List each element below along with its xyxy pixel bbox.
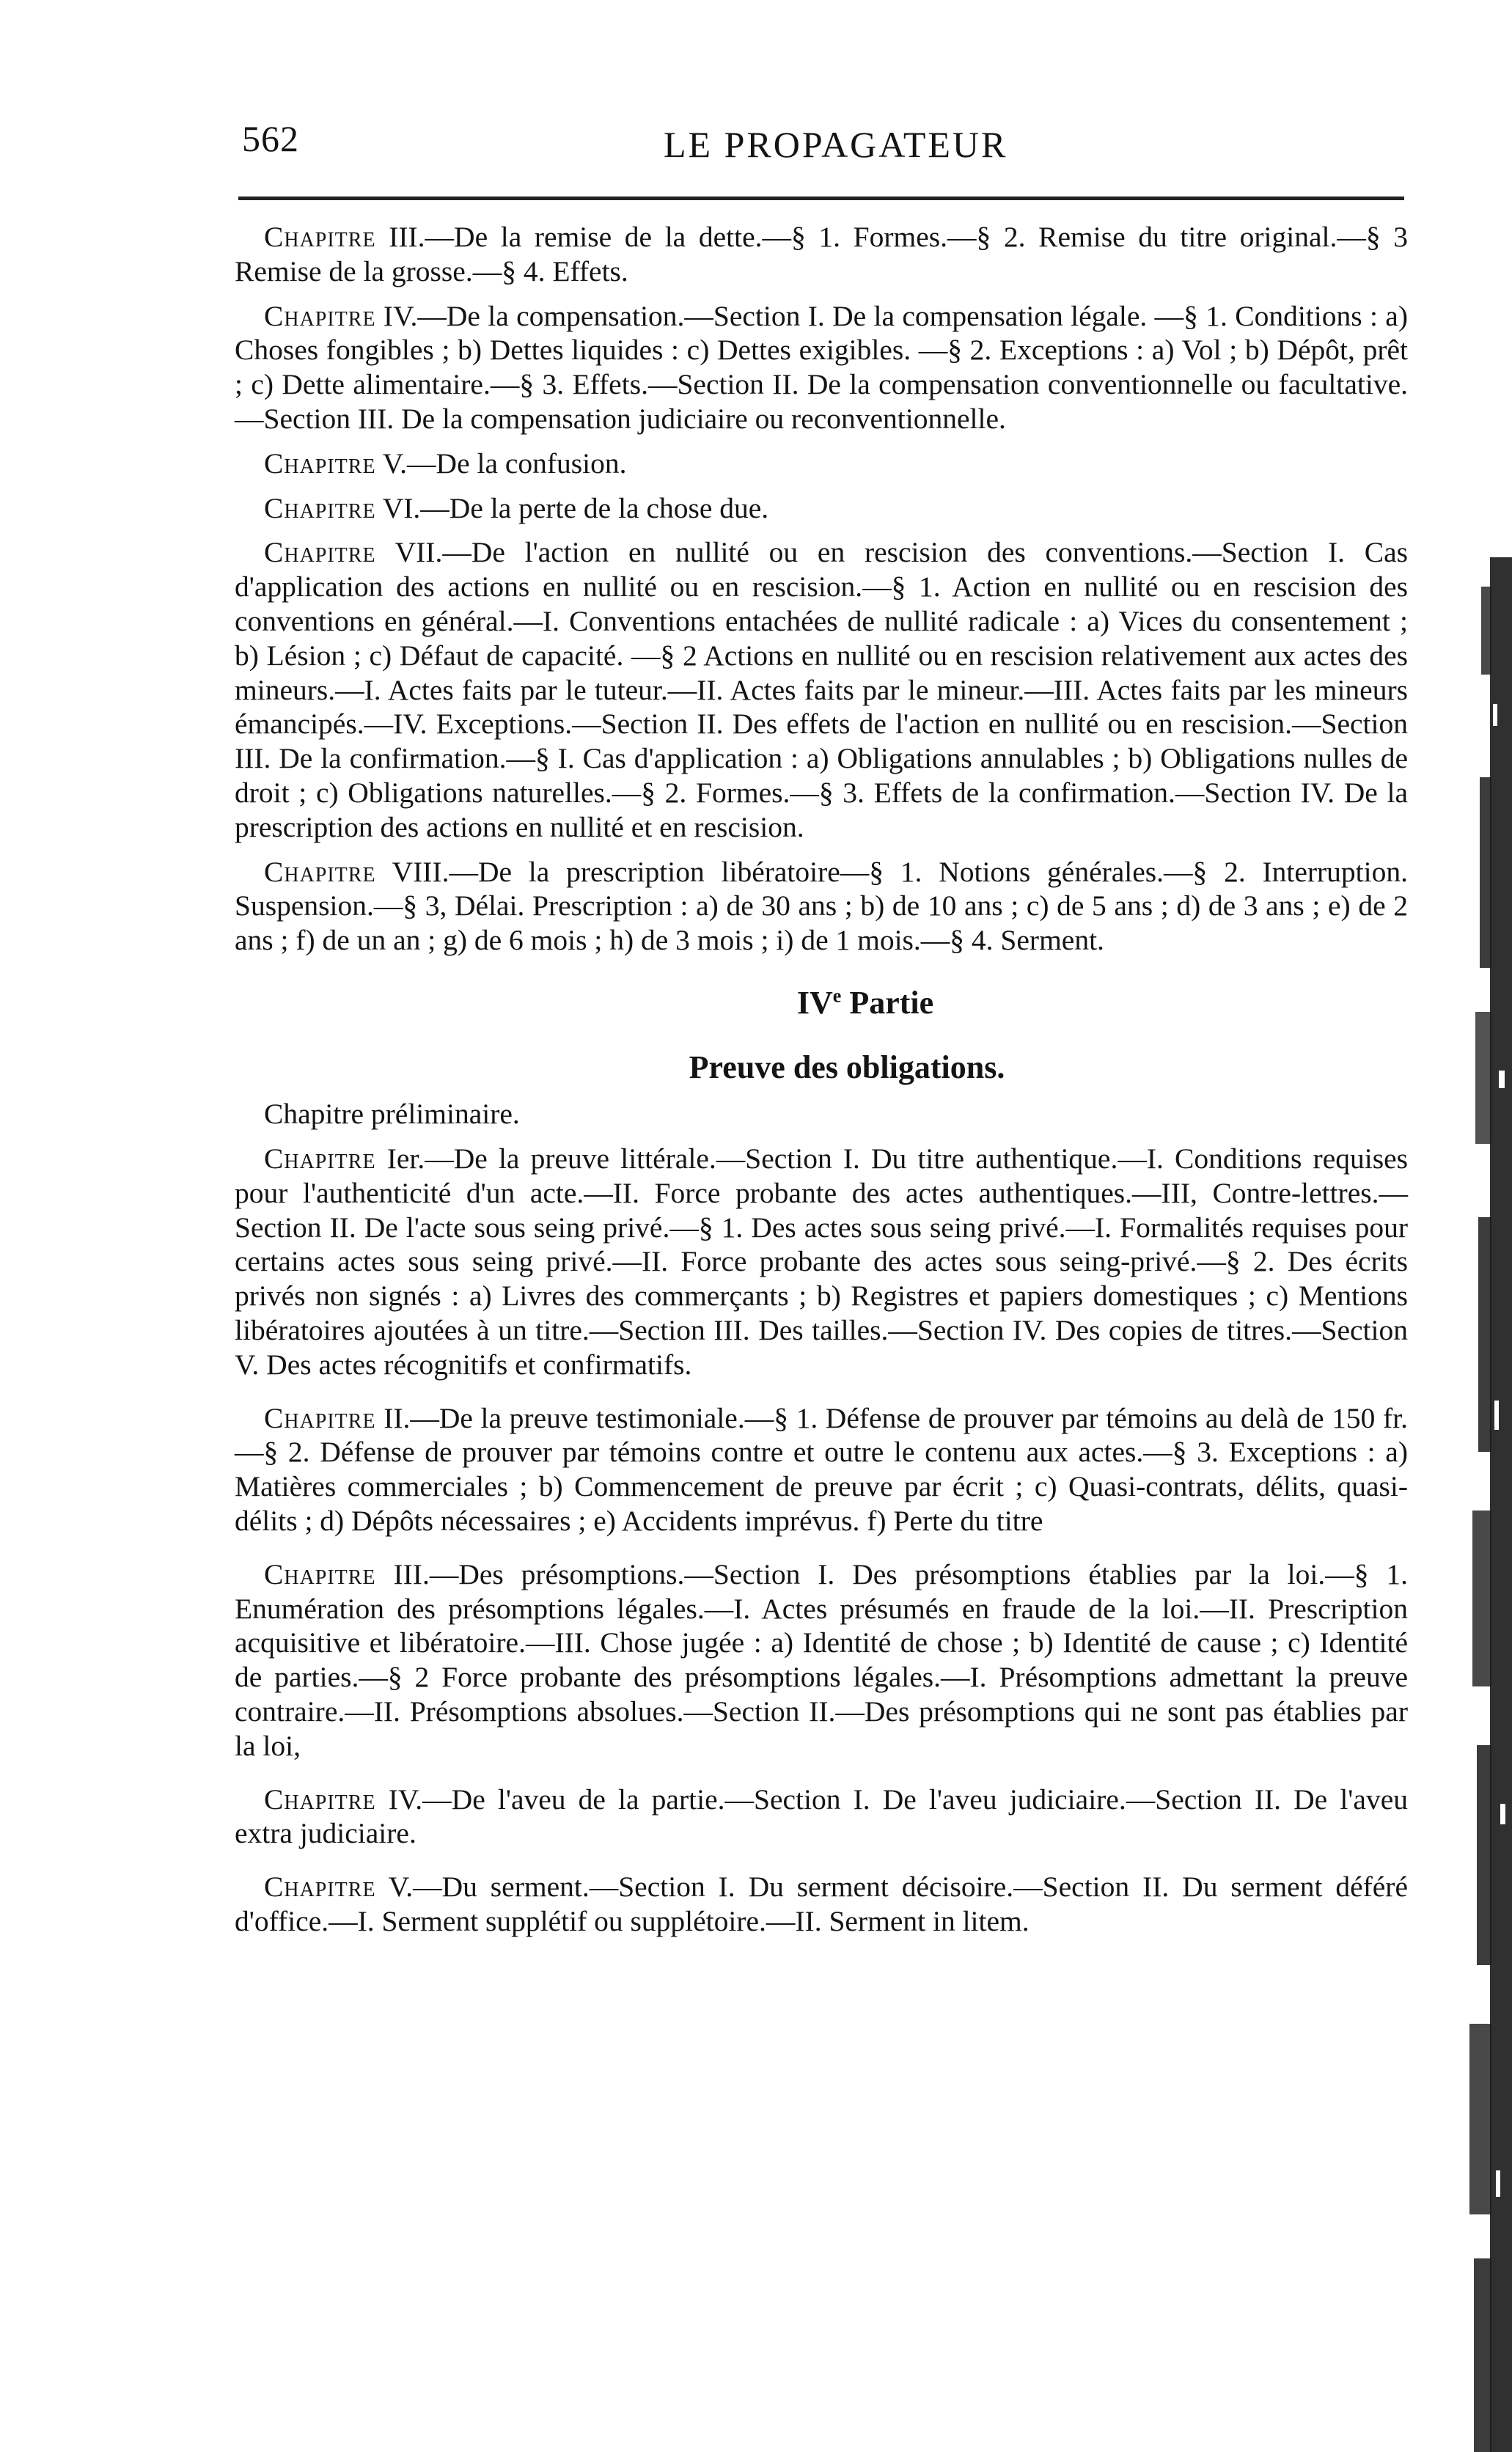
page-body (235, 220, 1408, 1939)
chapter-text: II.—De la preuve testimoniale.—§ 1. Défense de prouver par témoins au delà de 150 fr.—§ 2. Défense de prouver par témoins contre et outre le contenu aux actes.—§ 3. Exceptions : a) Matières commerciales ; b) Commencement de preuve par écrit ; c) Quasi-contrats, délits, quasi-délits ; d) Dépôts nécessaires ; e) Accidents imprévus. f) Perte du titre (235, 1401, 1408, 1537)
chapter-text: VI.—De la perte de la chose due. (375, 491, 769, 524)
chapter-label: Chapitre (264, 1871, 376, 1904)
page-number: 562 (242, 118, 299, 159)
part-subtitle: Preuve des obligations. (689, 1049, 1005, 1086)
chapter-label: Chapitre (264, 855, 376, 888)
chapter-text: IV.—De l'aveu de la partie.—Section I. De l'aveu judiciaire.—Section II. De l'aveu extra judiciaire. (235, 1783, 1408, 1850)
part-numeral: IV (796, 984, 833, 1021)
chapter-entry (235, 1097, 1408, 1131)
chapter-entry (235, 220, 1408, 289)
running-title: LE PROPAGATEUR (664, 124, 1008, 165)
chapter-label: Chapitre (264, 221, 376, 253)
chapter-label: Chapitre (264, 1557, 376, 1590)
header-rule (238, 197, 1404, 200)
chapter-text: V.—De la confusion. (375, 447, 627, 480)
chapter-entry (235, 1401, 1408, 1538)
chapter-label: Chapitre (264, 1401, 376, 1434)
chapter-text: VII.—De l'action en nullité ou en rescision des conventions.—Section I. Cas d'application des actions en nullité ou en rescision.—§ 1. Action en nullité ou en rescision des conventions en général.—I. Conventions entachées de nullité radicale : a) Vices du consentement ; b) Lésion ; c) Défaut de capacité. —§ 2 Actions en nullité ou en rescision relativement aux actes des mineurs.—I. Actes faits par le tuteur.—II. Actes faits par le mineur.—III. Actes faits par les mineurs émancipés.—IV. Exceptions.—Section II. Des effets de l'action en nullité ou en rescision.—Section III. De la confirmation.—§ I. Cas d'application : a) Obligations annulables ; b) Obligations nulles de droit ; c) Obligations naturelles.—§ 2. Formes.—§ 3. Effets de la confirmation.—Section IV. De la prescription des actions en nullité et en rescision. (235, 536, 1408, 843)
chapter-text: V.—Du serment.—Section I. Du serment décisoire.—Section II. Du serment déféré d'office.—I. Serment supplétif ou supplétoire.—II. Serment in litem. (235, 1871, 1408, 1937)
part-numeral-suffix: e (832, 985, 842, 1007)
chapter-entry (235, 1783, 1408, 1851)
part-word: Partie (841, 984, 934, 1021)
chapter-entry (235, 535, 1408, 844)
part-title (235, 984, 1408, 1022)
chapter-label: Chapitre (264, 491, 376, 524)
chapter-entry (235, 447, 1408, 481)
chapter-label: Chapitre (264, 1142, 376, 1175)
chapter-text: III.—De la remise de la dette.—§ 1. Formes.—§ 2. Remise du titre original.—§ 3 Remise de la grosse.—§ 4. Effets. (235, 221, 1408, 287)
chapter-entry (235, 1142, 1408, 1382)
chapter-entry (235, 855, 1408, 958)
chapter-label: Chapitre (264, 299, 376, 332)
chapter-entry (235, 491, 1408, 526)
chapter-text: III.—Des présomptions.—Section I. Des présomptions établies par la loi.—§ 1. Enumération des présomptions légales.—I. Actes présumés en fraude de la loi.—II. Prescription acquisitive et libératoire.—III. Chose jugée : a) Identité de chose ; b) Identité de cause ; c) Identité de parties.—§ 2 Force probante des présomptions légales.—I. Présomptions admettant la preuve contraire.—II. Présomptions absolues.—Section II.—Des présomptions qui ne sont pas établies par la loi, (235, 1557, 1408, 1762)
chapter-text: Ier.—De la preuve littérale.—Section I. Du titre authentique.—I. Conditions requises pour l'authenticité d'un acte.—II. Force probante des actes authentiques.—III, Contre-lettres.—Section II. De l'acte sous seing privé.—§ 1. Des actes sous seing privé.—I. Formalités requises pour certains actes sous seing privé.—II. Force probante des actes sous seing-privé.—§ 2. Des écrits privés non signés : a) Livres des commerçants ; b) Registres et papiers domestiques ; c) Mentions libératoires ajoutées à un titre.—Section III. Des tailles.—Section IV. Des copies de titres.—Section V. Des actes récognitifs et confirmatifs. (235, 1142, 1408, 1381)
chapter-entry (235, 1870, 1408, 1939)
chapter-entry (235, 299, 1408, 436)
chapter-text: IV.—De la compensation.—Section I. De la compensation légale. —§ 1. Conditions : a) Choses fongibles ; b) Dettes liquides : c) Dettes exigibles. —§ 2. Exceptions : a) Vol ; b) Dépôt, prêt ; c) Dette alimentaire.—§ 3. Effets.—Section II. De la compensation conventionnelle ou facultative.—Section III. De la compensation judiciaire ou reconventionnelle. (235, 299, 1408, 435)
chapter-entry (235, 1557, 1408, 1763)
chapter-label: Chapitre (264, 1783, 376, 1816)
chapter-text: Chapitre préliminaire. (264, 1098, 520, 1131)
chapter-text: VIII.—De la prescription libératoire—§ 1. Notions générales.—§ 2. Interruption. Suspension.—§ 3, Délai. Prescription : a) de 30 ans ; b) de 10 ans ; c) de 5 ans ; d) de 3 ans ; e) de 2 ans ; f) de un an ; g) de 6 mois ; h) de 3 mois ; i) de 1 mois.—§ 4. Serment. (235, 855, 1408, 957)
page-edge-scan-artifact (1437, 557, 1512, 2452)
chapter-label: Chapitre (264, 536, 376, 569)
chapter-label: Chapitre (264, 447, 376, 480)
